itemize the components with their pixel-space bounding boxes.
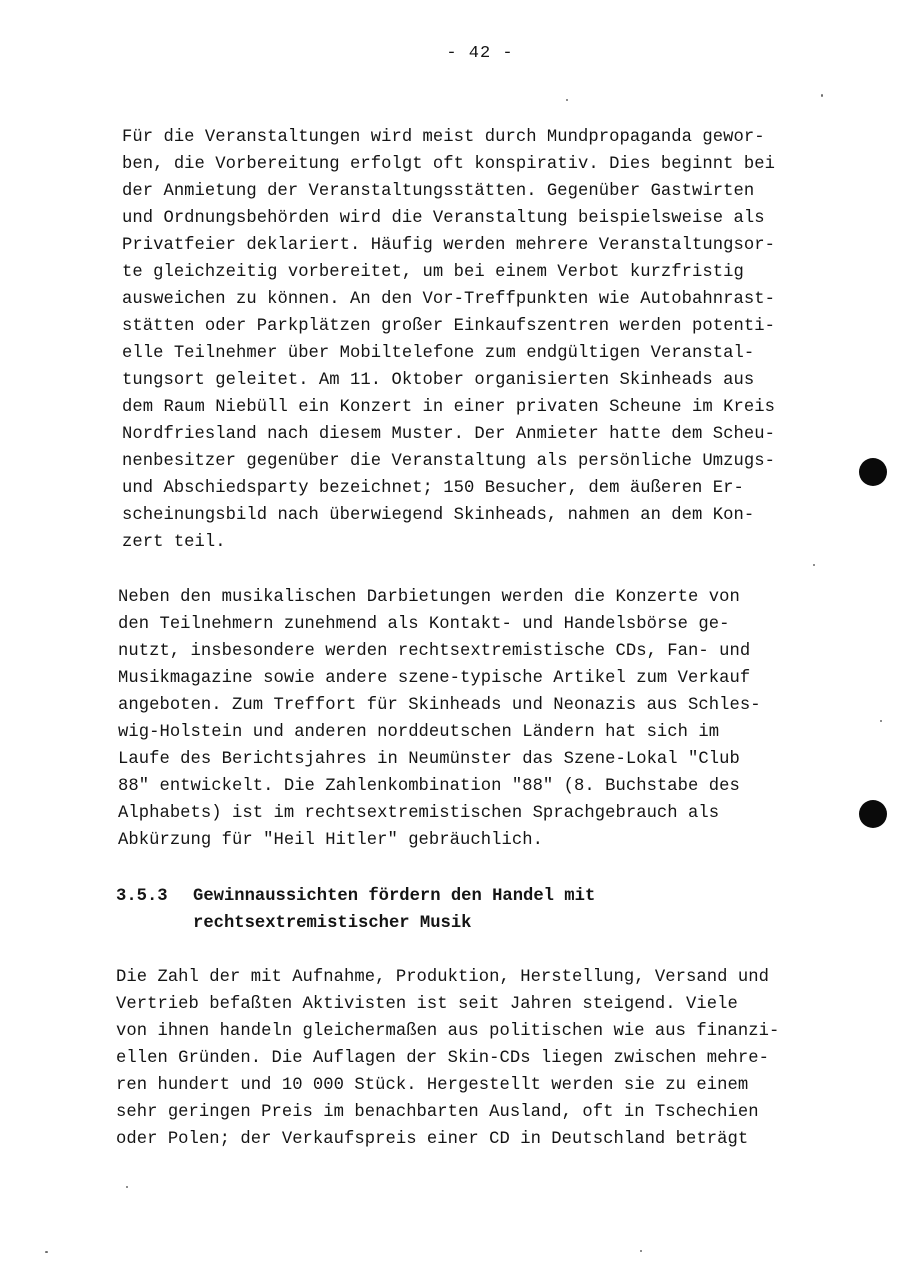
scan-speck: [45, 1251, 48, 1253]
text-line: Für die Veranstaltungen wird meist durch Mundpropaganda gewor-: [122, 128, 765, 147]
scan-speck: [813, 564, 815, 566]
text-line: ellen Gründen. Die Auflagen der Skin-CDs liegen zwischen mehre-: [116, 1049, 769, 1068]
section-number: 3.5.3: [116, 887, 168, 906]
scan-speck: [566, 99, 568, 101]
scan-speck: [126, 1186, 128, 1188]
text-line: scheinungsbild nach überwiegend Skinheads, nahmen an dem Kon-: [122, 506, 755, 525]
text-line: ben, die Vorbereitung erfolgt oft konspirativ. Dies beginnt bei: [122, 155, 775, 174]
text-line: und Ordnungsbehörden wird die Veranstaltung beispielsweise als: [122, 209, 765, 228]
text-line: nenbesitzer gegenüber die Veranstaltung als persönliche Umzugs-: [122, 452, 775, 471]
text-line: elle Teilnehmer über Mobiltelefone zum endgültigen Veranstal-: [122, 344, 755, 363]
text-line: Privatfeier deklariert. Häufig werden mehrere Veranstaltungsor-: [122, 236, 775, 255]
text-line: den Teilnehmern zunehmend als Kontakt- und Handelsbörse ge-: [118, 615, 730, 634]
text-line: Abkürzung für "Heil Hitler" gebräuchlich.: [118, 831, 543, 850]
text-line: Alphabets) ist im rechtsextremistischen Sprachgebrauch als: [118, 804, 720, 823]
margin-mark-dot: [859, 458, 887, 486]
text-line: oder Polen; der Verkaufspreis einer CD in Deutschland beträgt: [116, 1130, 749, 1149]
page-number: - 42 -: [446, 44, 514, 63]
margin-mark-dot: [859, 800, 887, 828]
scan-speck: [880, 720, 882, 722]
text-line: Die Zahl der mit Aufnahme, Produktion, Herstellung, Versand und: [116, 968, 769, 987]
text-line: der Anmietung der Veranstaltungsstätten. Gegenüber Gastwirten: [122, 182, 755, 201]
text-line: wig-Holstein und anderen norddeutschen Ländern hat sich im: [118, 723, 720, 742]
text-line: te gleichzeitig vorbereitet, um bei einem Verbot kurzfristig: [122, 263, 744, 282]
text-line: 88" entwickelt. Die Zahlenkombination "88" (8. Buchstabe des: [118, 777, 740, 796]
text-line: Nordfriesland nach diesem Muster. Der Anmieter hatte dem Scheu-: [122, 425, 775, 444]
scan-speck: [640, 1250, 642, 1252]
text-line: ren hundert und 10 000 Stück. Hergestellt werden sie zu einem: [116, 1076, 749, 1095]
text-line: nutzt, insbesondere werden rechtsextremistische CDs, Fan- und: [118, 642, 751, 661]
text-line: ausweichen zu können. An den Vor-Treffpunkten wie Autobahnrast-: [122, 290, 775, 309]
text-line: und Abschiedsparty bezeichnet; 150 Besucher, dem äußeren Er-: [122, 479, 744, 498]
text-line: sehr geringen Preis im benachbarten Ausland, oft in Tschechien: [116, 1103, 759, 1122]
text-line: Neben den musikalischen Darbietungen werden die Konzerte von: [118, 588, 740, 607]
section-title-line-2: rechtsextremistischer Musik: [193, 914, 472, 933]
text-line: stätten oder Parkplätzen großer Einkaufszentren werden potenti-: [122, 317, 775, 336]
text-line: Vertrieb befaßten Aktivisten ist seit Jahren steigend. Viele: [116, 995, 738, 1014]
text-line: Laufe des Berichtsjahres in Neumünster das Szene-Lokal "Club: [118, 750, 740, 769]
text-line: dem Raum Niebüll ein Konzert in einer privaten Scheune im Kreis: [122, 398, 775, 417]
section-title-line-1: Gewinnaussichten fördern den Handel mit: [193, 887, 596, 906]
text-line: Musikmagazine sowie andere szene-typische Artikel zum Verkauf: [118, 669, 751, 688]
text-line: angeboten. Zum Treffort für Skinheads und Neonazis aus Schles-: [118, 696, 761, 715]
text-line: zert teil.: [122, 533, 226, 552]
text-line: von ihnen handeln gleichermaßen aus politischen wie aus finanzi-: [116, 1022, 780, 1041]
text-line: tungsort geleitet. Am 11. Oktober organisierten Skinheads aus: [122, 371, 755, 390]
scan-speck: [821, 94, 823, 97]
